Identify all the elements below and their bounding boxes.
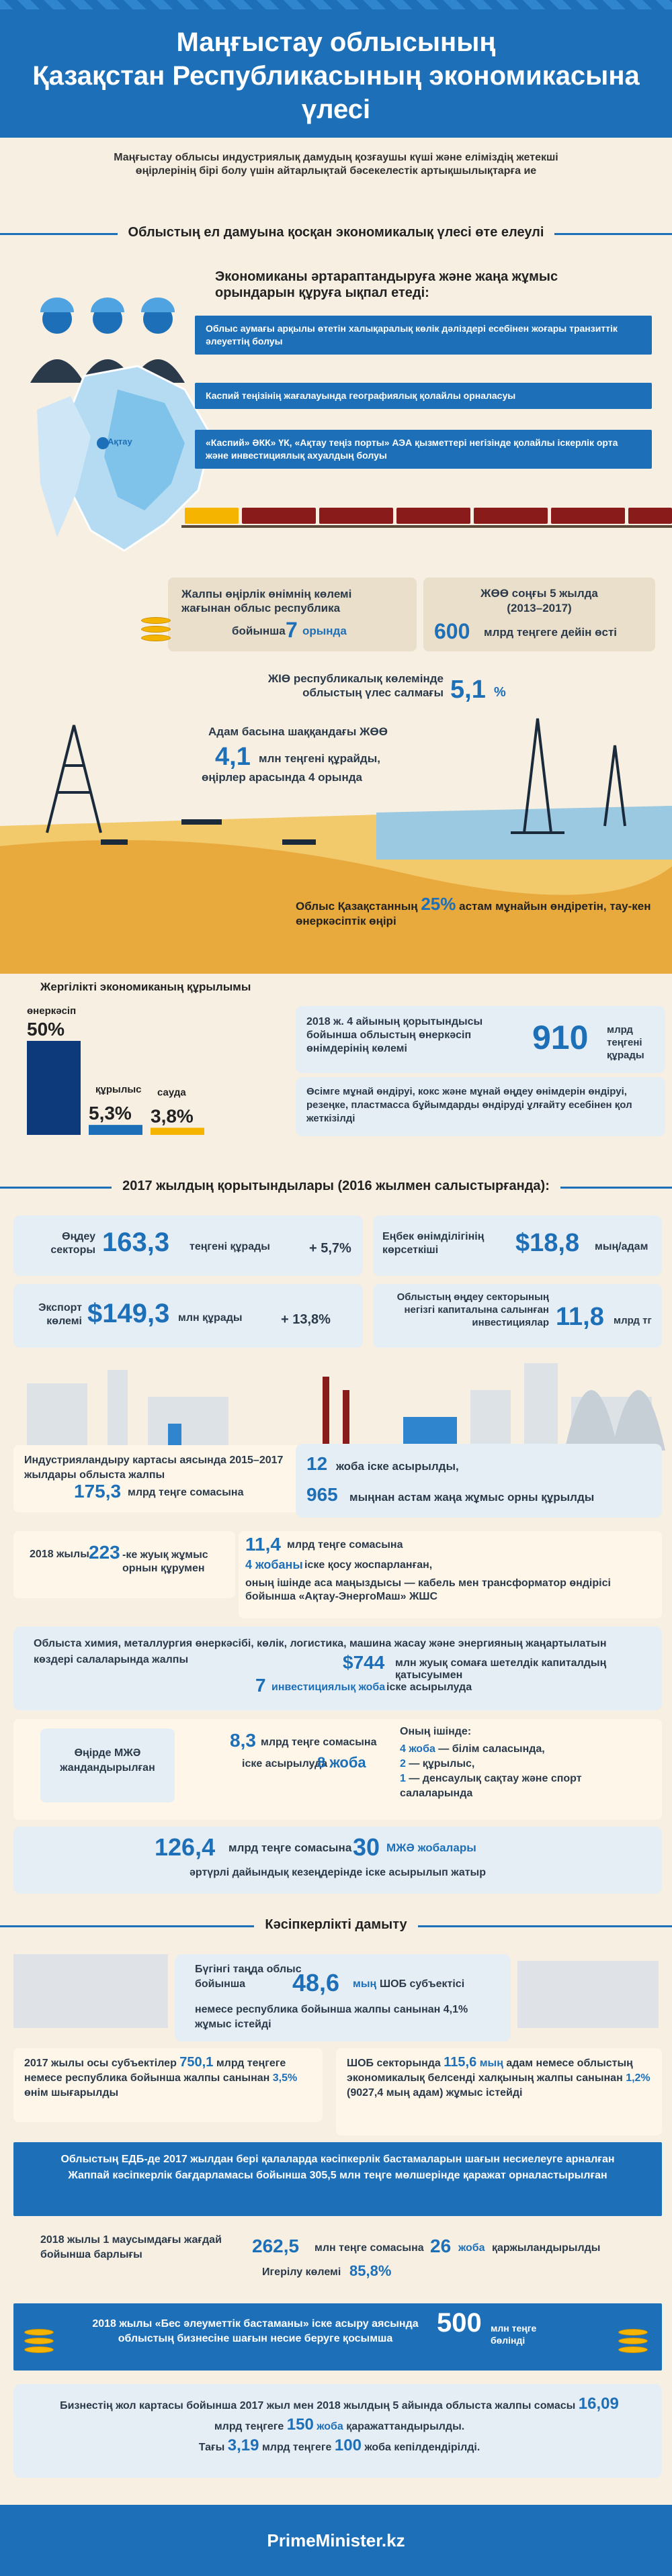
list-item: 2 — құрылыс, (400, 1758, 475, 1769)
section-results-2017 (0, 1174, 672, 1201)
diversification-subtitle: Экономиканы әртараптандыруға және жаңа жұмыс орындарын құруға ықпал етеді: (215, 269, 558, 300)
edb-program-banner: Облыстың ЕДБ-де 2017 жылдан бері қалаларда кәсіпкерлік бастамаларын шағын несиелеуге арналған Жаппай кәсіпкерлік бағдарламасы бойынша 305,5 млн теңге мөлшерінде қаражат орналастырылған (13, 2142, 662, 2216)
sme-output-card: 2017 жылы осы субъектілер 750,1 млрд теңгеге немесе республика бойынша жалпы санынан 3,5% өнім шығарылды (13, 2048, 323, 2122)
foreign-capital-card: Облыста химия, металлургия өнеркәсібі, көлік, логистика, машина жасау және энергияның жаңартылатын көздері салаларында жалпы $744 млн жуық сомаға шетелдік капиталдың қатысуымен 7 инвестициялық жоба іске асырылуда (13, 1626, 662, 1710)
section-title: Кәсіпкерлікті дамыту (254, 1917, 417, 1932)
bar-өнеркәсіп (27, 1041, 81, 1135)
bar-value-label: 50% (27, 1019, 65, 1040)
bar-category-label: құрылыс (95, 1084, 142, 1096)
grp-card: Жалпы өңірлік өнімнің көлемі жағынан облыс республика бойынша 7 орында (168, 578, 417, 651)
grp-rank: 7 (286, 618, 298, 642)
locomotive-icon (185, 508, 239, 524)
business-buildings-left (13, 1954, 168, 2028)
export-card: Экспорт көлемі $149,3 млн құрады + 13,8% (13, 1284, 363, 1348)
processing-sector-card: Өңдеу секторы 163,3 теңгені құрады + 5,7% (13, 1215, 363, 1276)
page-title-line2: Қазақстан Республикасының экономикасына (32, 61, 640, 91)
industrial-output-value: 910 (532, 1019, 589, 1056)
bar-value-label: 3,8% (151, 1105, 194, 1127)
advantage-item-1: Облыс аумағы арқылы өтетін халықаралық көлік дәліздері есебінен жоғары транзиттік әлеуеттің болуы (195, 316, 652, 355)
ppp-label: Өңірде МЖӘ жандандырылған (60, 1747, 155, 1774)
bar-құрылыс (89, 1125, 142, 1135)
sme-count-card: Бүгінгі таңда облыс бойынша 48,6 мың ШОБ субъектісі немесе республика бойынша жалпы санынан 4,1% жұмыс істейді (175, 1954, 511, 2041)
coin-stack-icon (618, 2346, 648, 2353)
section-title: Облыстың ел дамуына қосқан экономикалық үлесі өте елеулі (118, 225, 555, 240)
projects-2018-card: 11,4 млрд теңге сомасына 4 жобаны іске қосу жоспарланған, оның ішінде аса маңыздысы — кабель мен трансформатор өндірісі бойынша «Ақтау-ЭнергоМаш» ЖШС (239, 1531, 662, 1618)
header-stripe (0, 0, 672, 9)
ppp-card: Өңірде МЖӘ жандандырылған 8,3 млрд теңге сомасына іске асырылуда 8 жоба Оның ішінде: 4 жоба — білім саласында, 2 — құрылыс, 1 — денсаулық сақтау және спорт салаларында (13, 1719, 662, 1820)
funded-projects-block: 2018 жылы 1 маусымдағы жағдай бойынша барлығы 262,5 млн теңге сомасына 26 жоба қаржыландырылды Игерілу көлемі 85,8% (40, 2234, 601, 2279)
jobs-2018-card: 2018 жылы 223 -ке жуық жұмыс орнын құрумен (13, 1531, 235, 1598)
economy-structure-title: Жергілікті экономиканың құрылымы (40, 980, 251, 993)
oil-field-illustration (0, 705, 672, 974)
sme-employment-card: ШОБ секторында 115,6 мың адам немесе облыстың экономикалық белсенді халқының жалпы санынан 1,2% (9027,4 мың адам) жұмыс істейді (336, 2048, 662, 2135)
advantage-item-3: «Каспий» ӘКК» ҮК, «Ақтау теңіз порты» АЭА қызметтері негізінде қолайлы іскерлік орта және инвестициялық ахуалдың болуы (195, 430, 652, 469)
section-business (0, 1913, 672, 1939)
train-wagon-3 (396, 508, 470, 524)
rail-track (181, 525, 672, 528)
coin-stack-icon (24, 2346, 54, 2353)
bar-category-label: өнеркәсіп (27, 1005, 77, 1017)
roadmap-card: Бизнестің жол картасы бойынша 2017 жыл мен 2018 жылдың 5 айында облыста жалпы сомасы 16,09 млрд теңгеге 150 жоба қаражаттандырылды. Тағы 3,19 млрд теңгеге 100 жоба кепілдендірілді. (13, 2384, 662, 2478)
gdp-growth-card: ЖӨӨ соңғы 5 жылда (2013–2017) 600 млрд теңгеге дейін өсті (423, 578, 655, 651)
investment-card: Облыстың өңдеу секторының негізгі капиталына салынған инвестициялар 11,8 млрд тг (373, 1284, 662, 1348)
bar-сауда (151, 1128, 204, 1135)
economy-structure-chart (27, 1001, 282, 1155)
industrial-output-box: 2018 ж. 4 айының қорытындысы бойынша облыстың өнеркәсіп өнімдерінің көлемі 910 млрд теңгені құрады (296, 1006, 665, 1073)
five-initiatives-banner: 2018 жылы «Бес әлеуметтік бастаманы» іске асыру аясында облыстың бизнесіне шағын несие беруге қосымша 500 млн теңге бөлінді (13, 2303, 662, 2371)
train-wagon-6 (628, 508, 672, 524)
map-label-aktau: Ақтау (108, 436, 132, 447)
page-title-line1: Маңғыстау облысының (176, 28, 496, 57)
train-wagon-1 (242, 508, 316, 524)
train-wagon-4 (474, 508, 548, 524)
ppp-breakdown-list (400, 1742, 655, 1801)
grp-share-value: 5,1 (450, 676, 486, 704)
per-capita-value: 4,1 (215, 743, 251, 771)
intro-text: Маңғыстау облысы индустриялық дамудың қозғаушы күші және еліміздің жетекші өңірлерінің бірі болу үшін айтарлықтай бәсекелестік артықшылықтарға ие (114, 152, 558, 177)
page-title-line3: үлесі (301, 95, 371, 124)
grp-share-label: ЖІӨ республикалық көлемінде облыстың үлес салмағы (267, 672, 444, 699)
section-economic-share (0, 220, 672, 247)
gdp-growth-value: 600 (434, 619, 470, 643)
productivity-card: Еңбек өнімділігінің көрсеткіші $18,8 мың/адам (373, 1215, 662, 1276)
bar-category-label: сауда (157, 1087, 186, 1099)
projects-implemented-card: 12 жоба іске асырылды, 965 мыңнан астам жаңа жұмыс орны құрылды (296, 1444, 662, 1518)
industrialization-map-card: Индустрияландыру картасы аясында 2015–2017 жылдары облыста жалпы 175,3 млрд теңге сомасына (13, 1445, 323, 1512)
list-item: 4 жоба — білім саласында, (400, 1743, 545, 1755)
page-header (0, 0, 672, 138)
growth-reasons-box: Өсімге мұнай өндіруі, кокс және мұнай өңдеу өнімдерін өндіруі, резеңке, пластмасса бұйымдарды өндіруді ұлғайту есебінен қол жеткізілді (296, 1077, 665, 1136)
oil-share-value: 25% (421, 894, 456, 914)
coin-stack-icon (141, 635, 171, 641)
ppp-preparation-card: 126,4 млрд теңге сомасына 30 МЖӘ жобалары әртүрлі дайындық кезеңдерінде іске асырылып жатыр (13, 1827, 662, 1894)
section-title: 2017 жылдың қорытындылары (2016 жылмен салыстырғанда): (112, 1179, 560, 1193)
oil-share-text: Облыс Қазақстанның 25% астам мұнайын өндіретін, тау-кен өнеркәсіптік өңірі (296, 894, 651, 927)
train-wagon-5 (551, 508, 625, 524)
business-buildings-right (517, 1961, 659, 2028)
bar-value-label: 5,3% (89, 1103, 132, 1124)
train-wagon-2 (319, 508, 393, 524)
per-capita-label: Адам басына шаққандағы ЖӨӨ (208, 725, 388, 738)
advantage-item-2: Каспий теңізінің жағалауында географиялық қолайлы орналасуы (195, 383, 652, 409)
list-item: 1 — денсаулық сақтау және спорт салаларында (400, 1773, 582, 1799)
footer-source[interactable]: PrimeMinister.kz (0, 2505, 672, 2576)
industrial-skyline (0, 1356, 672, 1451)
structure-bars-svg (27, 1001, 282, 1155)
